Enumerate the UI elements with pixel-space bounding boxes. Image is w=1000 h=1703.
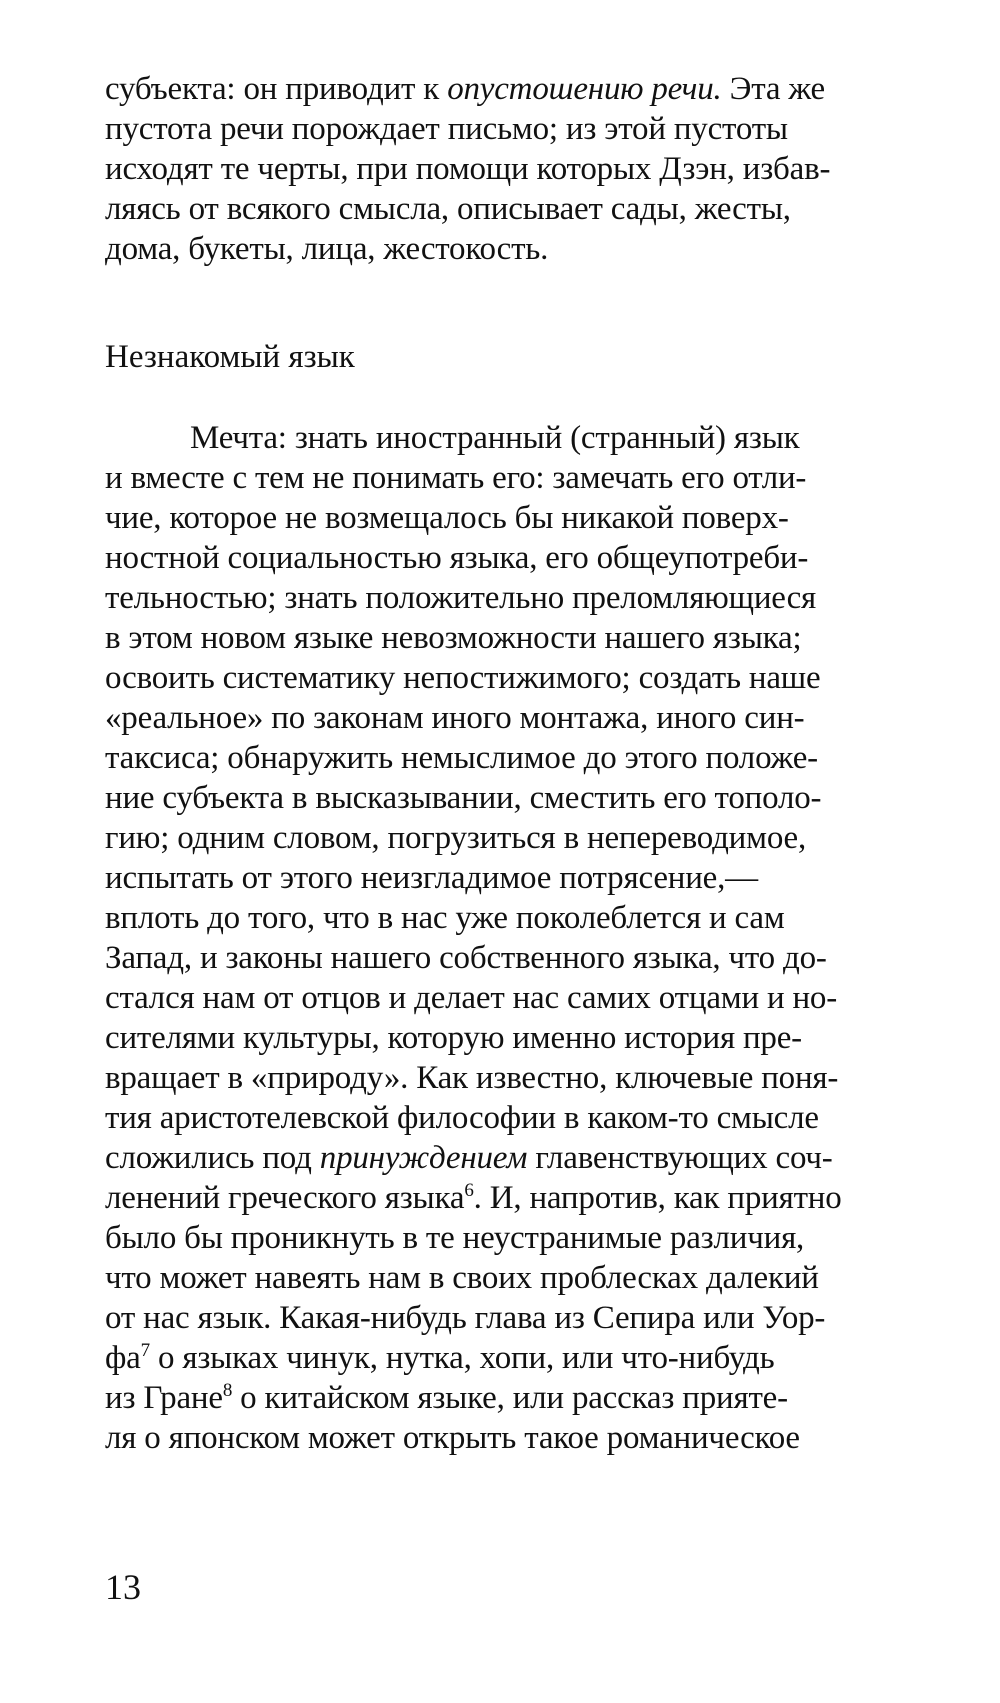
text-line: вращает в «природу». Как известно, ключевые поня- (105, 1060, 839, 1096)
text-line: тия аристотелевской философии в каком-то смысле (105, 1100, 819, 1136)
text-line: субъекта: он приводит к опустошению речи. Эта же (105, 71, 825, 107)
text-line: чие, которое не возмещалось бы никакой поверх- (105, 500, 789, 536)
text-line: исходят те черты, при помощи которых Дзэн, избав- (105, 151, 831, 187)
page-number: 13 (105, 1567, 141, 1607)
text-line: ля о японском может открыть такое романическое (105, 1420, 800, 1456)
footnote-marker[interactable]: 8 (222, 1380, 233, 1401)
text-line: Запад, и законы нашего собственного языка, что до- (105, 940, 827, 976)
text-line: и вместе с тем не понимать его: замечать его отли- (105, 460, 807, 496)
text-line: сложились под принуждением главенствующих соч- (105, 1140, 833, 1176)
text-line: дома, букеты, лица, жестокость. (105, 231, 549, 267)
text-line: ние субъекта в высказывании, сместить его тополо- (105, 780, 822, 816)
footnote-marker[interactable]: 7 (140, 1340, 150, 1361)
text-line: ленений греческого языка$^6$. И, напротив, как приятно (105, 1180, 842, 1216)
text-line: стался нам от отцов и делает нас самих отцами и но- (105, 980, 838, 1016)
text-line: пустота речи порождает письмо; из этой пустоты (105, 111, 788, 147)
text-line: гию; одним словом, погрузиться в непереводимое, (105, 820, 807, 856)
text-line: сителями культуры, которую именно история пре- (105, 1020, 802, 1056)
text-line: в этом новом языке невозможности нашего языка; (105, 620, 802, 656)
section-heading: Незнакомый язык (105, 339, 355, 375)
text-line: было бы проникнуть в те неустранимые различия, (105, 1220, 805, 1256)
text-line: что может навеять нам в своих проблесках далекий (105, 1260, 819, 1296)
text-line: ностной социальностью языка, его общеупотреби- (105, 540, 809, 576)
text-line: таксиса; обнаружить немыслимое до этого положе- (105, 740, 818, 776)
text-line: испытать от этого неизгладимое потрясение,— (105, 860, 758, 896)
footnote-marker[interactable]: 6 (464, 1180, 474, 1201)
text-line: от нас язык. Какая-нибудь глава из Сепира или Уор- (105, 1300, 826, 1336)
text-line: из Гране$^8$ о китайском языке, или рассказ прияте- (105, 1380, 788, 1416)
text-line: $фа^7$ о языках чинук, нутка, хопи, или что-нибудь (105, 1340, 775, 1376)
text-line: ляясь от всякого смысла, описывает сады, жесты, (105, 191, 791, 227)
text-line: тельностью; знать положительно преломляющиеся (105, 580, 816, 616)
text-line: «реальное» по законам иного монтажа, иного син- (105, 700, 805, 736)
text-line: вплоть до того, что в нас уже поколеблется и сам (105, 900, 785, 936)
text-line: освоить систематику непостижимого; создать наше (105, 660, 821, 696)
text-line: Мечта: знать иностранный (странный) язык (190, 420, 800, 456)
